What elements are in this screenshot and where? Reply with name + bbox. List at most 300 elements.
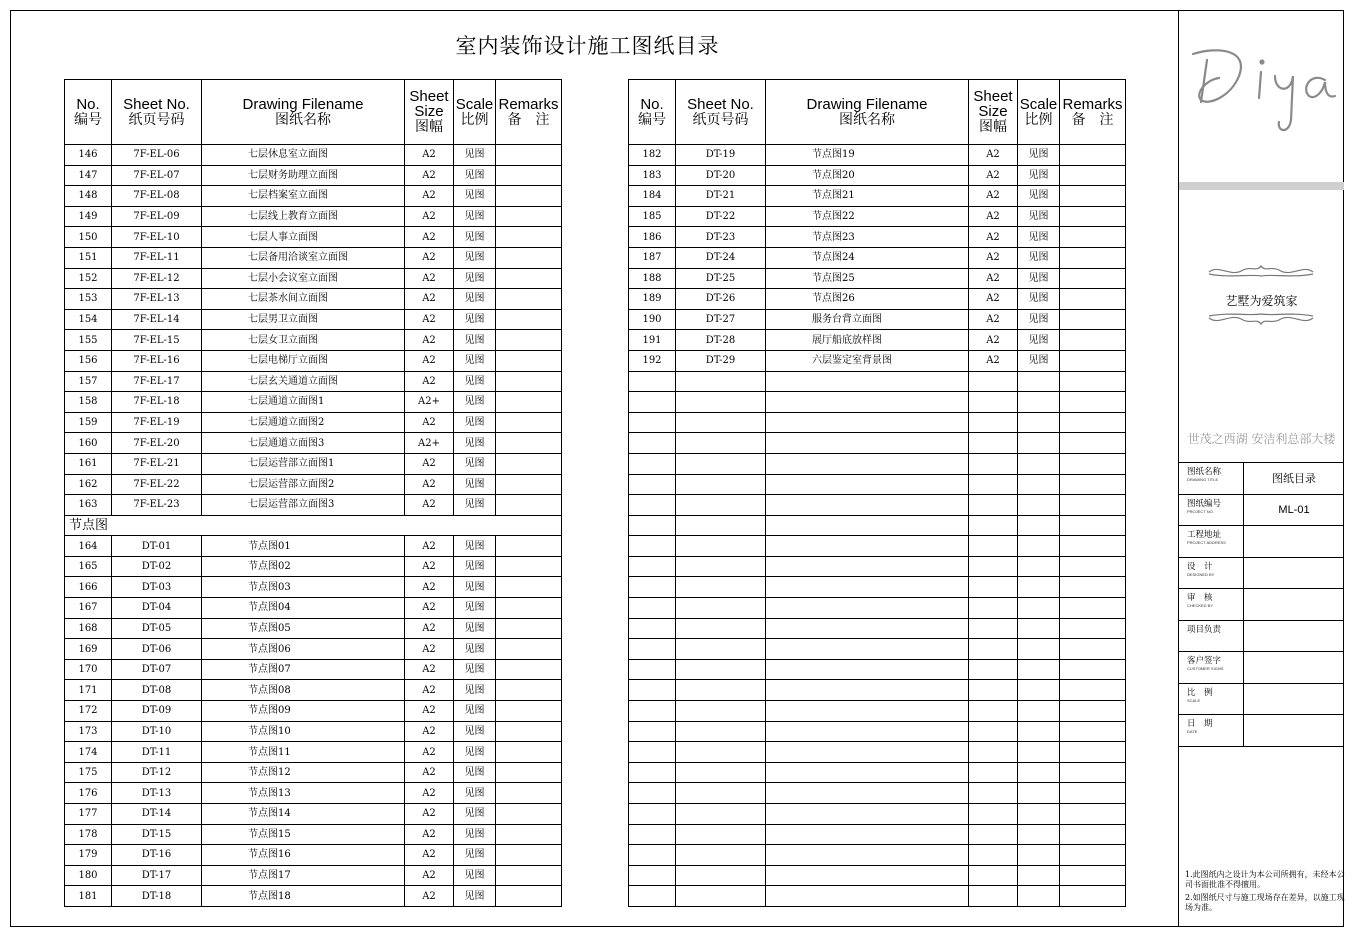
row-no: 167 — [65, 598, 112, 619]
empty-cell — [676, 495, 766, 516]
row-no: 173 — [65, 721, 112, 742]
row-scale: 见图 — [454, 350, 496, 371]
empty-cell — [969, 845, 1018, 866]
row-scale: 见图 — [1018, 247, 1060, 268]
table-row — [65, 330, 562, 351]
empty-cell — [766, 556, 969, 577]
row-no: 192 — [629, 350, 676, 371]
motto-text: 艺墅为爱筑家 — [1225, 294, 1298, 308]
empty-cell — [1060, 659, 1126, 680]
table-row — [65, 618, 562, 639]
row-filename: 节点图24 — [766, 247, 969, 268]
row-no: 162 — [65, 474, 112, 495]
section-label: 节点图 — [65, 515, 562, 536]
empty-cell — [1018, 639, 1060, 660]
row-sheet-no: DT-05 — [112, 618, 202, 639]
empty-cell — [676, 598, 766, 619]
row-scale: 见图 — [454, 453, 496, 474]
empty-cell — [676, 577, 766, 598]
empty-cell — [629, 556, 676, 577]
row-sheet-no: 7F-EL-14 — [112, 309, 202, 330]
table-row — [65, 350, 562, 371]
row-remarks — [496, 886, 562, 907]
table-row — [629, 165, 1126, 186]
row-sheet-no: DT-13 — [112, 783, 202, 804]
row-size: A2 — [405, 474, 454, 495]
row-filename: 七层运营部立面图3 — [202, 495, 405, 516]
empty-row — [629, 598, 1126, 619]
row-size: A2 — [405, 495, 454, 516]
row-filename: 节点图12 — [202, 762, 405, 783]
empty-cell — [1060, 371, 1126, 392]
row-no: 171 — [65, 680, 112, 701]
row-scale: 见图 — [1018, 186, 1060, 207]
table-row — [65, 556, 562, 577]
table-row — [65, 495, 562, 516]
empty-cell — [766, 495, 969, 516]
empty-row — [629, 453, 1126, 474]
notes — [1185, 870, 1345, 916]
table-row — [65, 412, 562, 433]
row-filename: 节点图07 — [202, 659, 405, 680]
empty-cell — [766, 392, 969, 413]
table-row — [65, 845, 562, 866]
col-no-header: No. 编号 — [65, 80, 112, 145]
table-row — [65, 145, 562, 166]
row-sheet-no: DT-28 — [676, 330, 766, 351]
empty-cell — [1018, 495, 1060, 516]
title-block — [1178, 10, 1344, 927]
row-no: 160 — [65, 433, 112, 454]
empty-row — [629, 556, 1126, 577]
row-sheet-no: 7F-EL-09 — [112, 206, 202, 227]
empty-row — [629, 495, 1126, 516]
col-remarks-header: Remarks 备 注 — [496, 80, 562, 145]
empty-cell — [629, 371, 676, 392]
empty-cell — [1018, 618, 1060, 639]
row-sheet-no: DT-21 — [676, 186, 766, 207]
row-no: 181 — [65, 886, 112, 907]
empty-cell — [1018, 453, 1060, 474]
info-label-sub: PROJECT NO. — [1187, 508, 1214, 514]
row-scale: 见图 — [454, 762, 496, 783]
table-row — [629, 145, 1126, 166]
table-row — [65, 577, 562, 598]
table-row — [629, 309, 1126, 330]
row-size: A2 — [405, 289, 454, 310]
row-no: 164 — [65, 536, 112, 557]
row-remarks — [496, 206, 562, 227]
row-scale: 见图 — [1018, 289, 1060, 310]
info-label-sub: CHECKED BY — [1187, 603, 1214, 608]
row-sheet-no: 7F-EL-16 — [112, 350, 202, 371]
table-row — [65, 762, 562, 783]
col-scale-header: Scale 比例 — [1018, 80, 1060, 145]
empty-cell — [1018, 865, 1060, 886]
row-sheet-no: DT-19 — [676, 145, 766, 166]
row-remarks — [496, 350, 562, 371]
row-filename: 七层茶水间立面图 — [202, 289, 405, 310]
empty-cell — [969, 701, 1018, 722]
empty-row — [629, 474, 1126, 495]
row-scale: 见图 — [454, 206, 496, 227]
row-scale: 见图 — [454, 186, 496, 207]
empty-cell — [676, 639, 766, 660]
info-value: 图纸目录 — [1244, 463, 1345, 495]
empty-cell — [676, 371, 766, 392]
drawing-index-table-left — [64, 79, 562, 907]
empty-cell — [676, 412, 766, 433]
info-label-sub: PROJECT ADDRESS — [1187, 540, 1226, 545]
row-filename: 节点图10 — [202, 721, 405, 742]
info-row — [1179, 683, 1344, 715]
row-size: A2 — [405, 659, 454, 680]
table-header-row — [629, 80, 1126, 145]
row-no: 174 — [65, 742, 112, 763]
empty-cell — [766, 453, 969, 474]
row-filename: 节点图03 — [202, 577, 405, 598]
row-scale: 见图 — [454, 536, 496, 557]
empty-cell — [969, 453, 1018, 474]
row-remarks — [496, 598, 562, 619]
row-sheet-no: DT-17 — [112, 865, 202, 886]
empty-cell — [1060, 412, 1126, 433]
empty-cell — [969, 721, 1018, 742]
empty-row — [629, 804, 1126, 825]
empty-cell — [1018, 412, 1060, 433]
row-filename: 节点图22 — [766, 206, 969, 227]
row-filename: 六层鉴定室背景图 — [766, 350, 969, 371]
row-size: A2 — [405, 598, 454, 619]
info-label-text: 图纸编号 — [1187, 498, 1222, 509]
empty-cell — [766, 536, 969, 557]
row-size: A2 — [405, 206, 454, 227]
row-scale: 见图 — [454, 392, 496, 413]
row-filename: 节点图06 — [202, 639, 405, 660]
section-row — [65, 515, 562, 536]
row-no: 176 — [65, 783, 112, 804]
row-scale: 见图 — [454, 845, 496, 866]
table-row — [65, 206, 562, 227]
table-row — [629, 247, 1126, 268]
table-row — [65, 865, 562, 886]
table-row — [629, 206, 1126, 227]
row-sheet-no: 7F-EL-08 — [112, 186, 202, 207]
row-filename: 节点图08 — [202, 680, 405, 701]
empty-row — [629, 865, 1126, 886]
empty-cell — [1060, 886, 1126, 907]
row-filename: 节点图21 — [766, 186, 969, 207]
row-remarks — [496, 783, 562, 804]
row-filename: 节点图13 — [202, 783, 405, 804]
info-label-text: 设 计 — [1187, 561, 1213, 572]
row-scale: 见图 — [454, 659, 496, 680]
empty-cell — [629, 474, 676, 495]
empty-cell — [629, 865, 676, 886]
row-filename: 七层人事立面图 — [202, 227, 405, 248]
empty-cell — [1018, 680, 1060, 701]
row-size: A2 — [405, 371, 454, 392]
row-filename: 七层线上教育立面图 — [202, 206, 405, 227]
empty-cell — [766, 639, 969, 660]
info-value — [1244, 589, 1345, 621]
row-no: 168 — [65, 618, 112, 639]
table-row — [629, 350, 1126, 371]
row-filename: 七层运营部立面图1 — [202, 453, 405, 474]
info-label-text: 工程地址 — [1187, 530, 1222, 540]
empty-cell — [629, 495, 676, 516]
table-row — [65, 289, 562, 310]
row-remarks — [496, 412, 562, 433]
row-filename: 七层小会议室立面图 — [202, 268, 405, 289]
row-remarks — [1060, 206, 1126, 227]
row-sheet-no: DT-09 — [112, 701, 202, 722]
empty-cell — [766, 721, 969, 742]
row-filename: 节点图17 — [202, 865, 405, 886]
table-row — [65, 268, 562, 289]
row-remarks — [496, 845, 562, 866]
empty-cell — [969, 639, 1018, 660]
row-size: A2 — [405, 783, 454, 804]
row-size: A2 — [405, 721, 454, 742]
empty-cell — [766, 659, 969, 680]
row-size: A2+ — [405, 392, 454, 413]
row-remarks — [496, 824, 562, 845]
row-filename: 节点图18 — [202, 886, 405, 907]
row-remarks — [1060, 145, 1126, 166]
empty-cell — [629, 536, 676, 557]
row-scale: 见图 — [454, 577, 496, 598]
row-scale: 见图 — [454, 804, 496, 825]
row-sheet-no: 7F-EL-20 — [112, 433, 202, 454]
row-scale: 见图 — [1018, 330, 1060, 351]
table-row — [65, 721, 562, 742]
row-no: 159 — [65, 412, 112, 433]
empty-cell — [969, 474, 1018, 495]
row-scale: 见图 — [454, 268, 496, 289]
row-sheet-no: DT-10 — [112, 721, 202, 742]
col-size-header: Sheet Size 图幅 — [405, 80, 454, 145]
empty-cell — [1060, 804, 1126, 825]
empty-cell — [766, 371, 969, 392]
empty-cell — [1060, 701, 1126, 722]
row-filename: 展厅船底放样图 — [766, 330, 969, 351]
row-scale: 见图 — [454, 289, 496, 310]
empty-cell — [969, 783, 1018, 804]
table-row — [65, 598, 562, 619]
table-row — [629, 227, 1126, 248]
diya-logo — [1179, 10, 1344, 182]
empty-cell — [676, 618, 766, 639]
empty-cell — [766, 412, 969, 433]
table-row — [65, 824, 562, 845]
info-row — [1179, 557, 1344, 589]
empty-cell — [1018, 845, 1060, 866]
row-filename: 七层休息室立面图 — [202, 145, 405, 166]
row-filename: 节点图15 — [202, 824, 405, 845]
table-row — [65, 886, 562, 907]
empty-cell — [766, 474, 969, 495]
table-row — [65, 804, 562, 825]
row-size: A2 — [405, 742, 454, 763]
row-filename: 节点图26 — [766, 289, 969, 310]
row-size: A2 — [405, 309, 454, 330]
row-filename: 节点图05 — [202, 618, 405, 639]
table-row — [65, 639, 562, 660]
row-sheet-no: DT-27 — [676, 309, 766, 330]
row-scale: 见图 — [454, 165, 496, 186]
row-no: 180 — [65, 865, 112, 886]
row-no: 158 — [65, 392, 112, 413]
empty-cell — [1060, 680, 1126, 701]
empty-cell — [629, 659, 676, 680]
col-remarks-header: Remarks 备 注 — [1060, 80, 1126, 145]
row-size: A2 — [405, 824, 454, 845]
row-remarks — [496, 762, 562, 783]
row-scale: 见图 — [454, 556, 496, 577]
empty-cell — [766, 742, 969, 763]
row-no: 175 — [65, 762, 112, 783]
row-size: A2 — [405, 186, 454, 207]
row-sheet-no: 7F-EL-23 — [112, 495, 202, 516]
empty-cell — [1060, 618, 1126, 639]
empty-cell — [969, 804, 1018, 825]
row-filename: 七层通道立面图1 — [202, 392, 405, 413]
empty-cell — [969, 515, 1018, 536]
empty-cell — [969, 392, 1018, 413]
empty-cell — [629, 433, 676, 454]
empty-cell — [1060, 392, 1126, 413]
row-no: 166 — [65, 577, 112, 598]
empty-row — [629, 659, 1126, 680]
row-filename: 七层电梯厅立面图 — [202, 350, 405, 371]
empty-cell — [1060, 824, 1126, 845]
empty-cell — [766, 680, 969, 701]
row-remarks — [496, 309, 562, 330]
row-remarks — [496, 145, 562, 166]
row-size: A2 — [405, 865, 454, 886]
row-filename: 节点图02 — [202, 556, 405, 577]
empty-cell — [1018, 371, 1060, 392]
row-sheet-no: 7F-EL-22 — [112, 474, 202, 495]
row-no: 188 — [629, 268, 676, 289]
row-filename: 节点图11 — [202, 742, 405, 763]
empty-row — [629, 536, 1126, 557]
info-row — [1179, 652, 1344, 684]
info-row — [1179, 526, 1344, 558]
empty-cell — [629, 824, 676, 845]
row-no: 186 — [629, 227, 676, 248]
table-row — [629, 186, 1126, 207]
table-row — [65, 742, 562, 763]
info-label — [1179, 652, 1244, 684]
row-sheet-no: DT-07 — [112, 659, 202, 680]
row-no: 183 — [629, 165, 676, 186]
row-sheet-no: 7F-EL-18 — [112, 392, 202, 413]
row-remarks — [496, 804, 562, 825]
row-size: A2 — [969, 289, 1018, 310]
row-no: 151 — [65, 247, 112, 268]
info-row — [1179, 620, 1344, 652]
row-sheet-no: 7F-EL-19 — [112, 412, 202, 433]
col-filename-header: Drawing Filename 图纸名称 — [766, 80, 969, 145]
row-scale: 见图 — [454, 474, 496, 495]
empty-cell — [676, 474, 766, 495]
empty-cell — [676, 556, 766, 577]
row-no: 155 — [65, 330, 112, 351]
empty-cell — [969, 659, 1018, 680]
row-size: A2 — [405, 268, 454, 289]
row-remarks — [496, 556, 562, 577]
row-scale: 见图 — [454, 783, 496, 804]
row-no: 146 — [65, 145, 112, 166]
row-size: A2 — [969, 330, 1018, 351]
empty-cell — [766, 701, 969, 722]
row-sheet-no: DT-23 — [676, 227, 766, 248]
row-size: A2 — [405, 145, 454, 166]
row-remarks — [1060, 227, 1126, 248]
note-item: 2.如图纸尺寸与施工现场存在差异，以施工现场为准。 — [1185, 893, 1345, 912]
empty-cell — [1018, 886, 1060, 907]
info-value — [1244, 557, 1345, 589]
info-label — [1179, 557, 1244, 589]
empty-row — [629, 639, 1126, 660]
row-no: 170 — [65, 659, 112, 680]
empty-cell — [676, 515, 766, 536]
empty-row — [629, 618, 1126, 639]
info-value — [1244, 715, 1345, 747]
empty-cell — [766, 433, 969, 454]
row-filename: 节点图14 — [202, 804, 405, 825]
empty-cell — [969, 886, 1018, 907]
row-sheet-no: 7F-EL-11 — [112, 247, 202, 268]
row-size: A2 — [969, 186, 1018, 207]
row-remarks — [1060, 289, 1126, 310]
empty-cell — [1060, 865, 1126, 886]
row-scale: 见图 — [1018, 145, 1060, 166]
empty-row — [629, 742, 1126, 763]
empty-cell — [1060, 577, 1126, 598]
row-remarks — [496, 330, 562, 351]
info-value — [1244, 683, 1345, 715]
row-size: A2 — [405, 680, 454, 701]
empty-row — [629, 762, 1126, 783]
row-size: A2 — [969, 227, 1018, 248]
row-remarks — [496, 289, 562, 310]
empty-cell — [676, 783, 766, 804]
table-row — [65, 186, 562, 207]
empty-cell — [1018, 721, 1060, 742]
empty-cell — [676, 659, 766, 680]
row-size: A2 — [405, 536, 454, 557]
row-scale: 见图 — [454, 330, 496, 351]
row-remarks — [496, 577, 562, 598]
row-remarks — [1060, 165, 1126, 186]
empty-cell — [969, 618, 1018, 639]
row-no: 150 — [65, 227, 112, 248]
table-row — [65, 247, 562, 268]
info-value — [1244, 620, 1345, 652]
info-label-text: 图纸名称 — [1187, 467, 1222, 477]
row-scale: 见图 — [454, 145, 496, 166]
row-filename: 服务台背立面图 — [766, 309, 969, 330]
empty-cell — [629, 845, 676, 866]
row-remarks — [496, 453, 562, 474]
info-label-text: 比 例 — [1187, 687, 1213, 698]
drawing-index-table-right — [628, 79, 1126, 907]
empty-cell — [766, 886, 969, 907]
row-scale: 见图 — [454, 639, 496, 660]
